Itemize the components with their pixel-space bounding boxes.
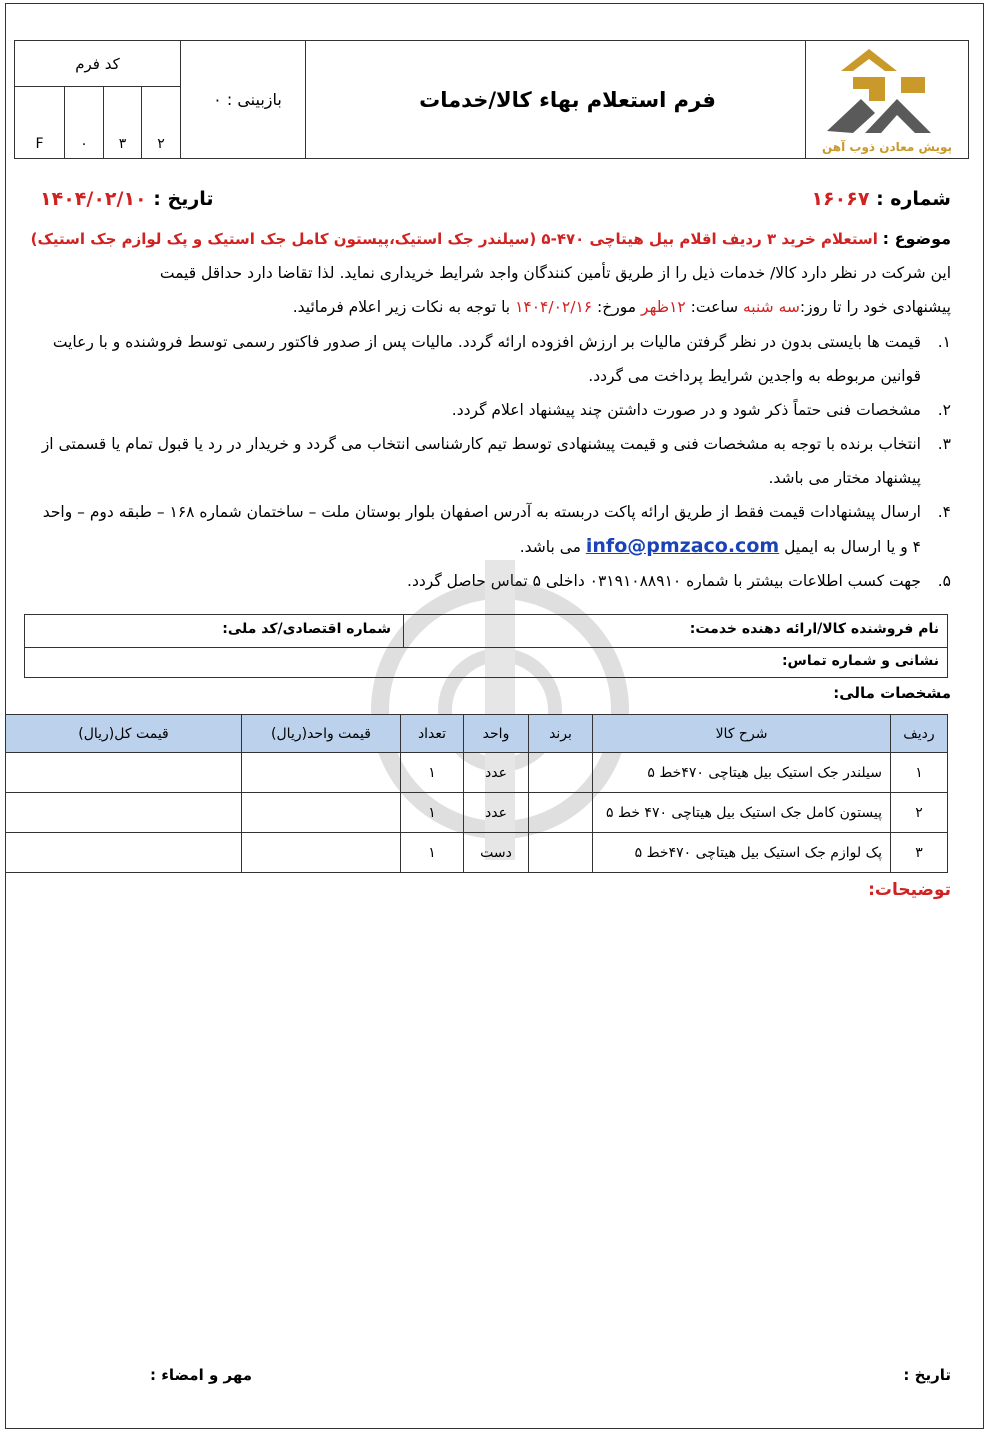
- col-header: ردیف: [891, 715, 948, 753]
- cell-unit: عدد: [464, 793, 529, 833]
- number-value: ۱۶۰۶۷: [811, 188, 870, 210]
- condition-number: ۴.: [937, 503, 951, 521]
- cell-total-price[interactable]: [6, 793, 242, 833]
- revision-label: بازبینی : ۰: [213, 90, 282, 109]
- date-value: ۱۴۰۴/۰۲/۱۰: [40, 188, 147, 210]
- col-header: برند: [529, 715, 593, 753]
- condition-number: ۵.: [937, 572, 951, 590]
- number-label: شماره :: [876, 188, 951, 210]
- deadline-date: ۱۴۰۴/۰۲/۱۶: [515, 298, 593, 316]
- subject-label: موضوع :: [882, 229, 951, 248]
- seller-divider: [403, 615, 404, 647]
- letter-date: [40, 188, 214, 210]
- cell-description: پک لوازم جک استیک بیل هیتاچی ۴۷۰خط ۵: [593, 833, 891, 873]
- cell-brand[interactable]: [529, 753, 593, 793]
- cell-unit-price[interactable]: [242, 833, 401, 873]
- seller-info-box: [24, 614, 948, 678]
- condition-number: ۱.: [937, 333, 951, 351]
- col-header: قیمت واحد(ریال): [242, 715, 401, 753]
- cell-description: سیلندر جک استیک بیل هیتاچی ۴۷۰خط ۵: [593, 753, 891, 793]
- subject-text: استعلام خرید ۳ ردیف اقلام بیل هیتاچی ۴۷۰-۵ (سیلندر جک استیک،پیستون کامل جک استیک و پک لوازم جک استیک): [30, 230, 878, 248]
- letter-number: [811, 188, 951, 210]
- condition-item: [31, 325, 951, 393]
- condition-text: قیمت ها بایستی بدون در نظر گرفتن مالیات بر ارزش افزوده ارائه گردد. مالیات پس از صدور فاکتور رسمی توسط فروشنده و با رعایت قوانین مربوطه به واجدین شرایط پرداخت می گردد.: [52, 333, 921, 385]
- form-code-digit: F: [35, 136, 44, 152]
- items-table: [5, 714, 948, 873]
- condition-item: [31, 427, 951, 495]
- logo-text: پویش معادن ذوب آهن: [821, 140, 953, 154]
- deadline-day: سه شنبه: [743, 298, 800, 316]
- intro-deadline-suffix: با توجه به نکات زیر اعلام فرمائید.: [292, 298, 511, 316]
- cell-unit-price[interactable]: [242, 793, 401, 833]
- form-code-box: [15, 41, 180, 158]
- page-title: فرم استعلام بهاء کالا/خدمات: [419, 87, 716, 112]
- email-link[interactable]: info@pmzaco.com: [585, 535, 780, 557]
- seller-name-label: نام فروشنده کالا/ارائه دهنده خدمت:: [689, 621, 939, 637]
- table-row: [6, 833, 948, 873]
- condition-text: مشخصات فنی حتماً ذکر شود و در صورت داشتن چند پیشنهاد اعلام گردد.: [451, 401, 921, 419]
- col-header: واحد: [464, 715, 529, 753]
- condition-number: ۲.: [937, 401, 951, 419]
- table-row: [6, 793, 948, 833]
- deadline-time-label: ساعت:: [690, 298, 739, 316]
- col-header: قیمت کل(ریال): [6, 715, 242, 753]
- explanations-label: توضیحات:: [868, 880, 951, 900]
- condition-text: انتخاب برنده با توجه به مشخصات فنی و قیمت پیشنهادی توسط تیم کارشناسی انتخاب می گردد و خریدار در رد یا قبول تمام یا قسمتی از پیشنهاد مختار می باشد.: [41, 435, 921, 487]
- cell-unit-price[interactable]: [242, 753, 401, 793]
- cell-brand[interactable]: [529, 793, 593, 833]
- intro-line-1: این شرکت در نظر دارد کالا/ خدمات ذیل را از طریق تأمین کنندگان واجد شرایط خریداری نماید. لذا تقاضا دارد حداقل قیمت: [159, 264, 951, 282]
- form-code-digit: ۰: [64, 86, 103, 158]
- condition-text-tail: می باشد.: [519, 538, 581, 556]
- intro-line-2: [36, 290, 951, 324]
- form-code-label: کد فرم: [15, 41, 180, 87]
- header-divider: [305, 41, 306, 158]
- form-code-digit: ۳: [103, 86, 141, 158]
- condition-text: ارسال پیشنهادات قیمت فقط از طریق ارائه پاکت دربسته به آدرس اصفهان بلوار بوستان ملت – ساختمان شماره ۱۶۸ – طبقه دوم – واحد ۴ و یا ارسال به ایمیل: [42, 503, 921, 556]
- deadline-time: ۱۲ظهر: [641, 298, 686, 316]
- condition-text: جهت کسب اطلاعات بیشتر با شماره ۰۳۱۹۱۰۸۸۹۱۰ داخلی ۵ تماس حاصل گردد.: [407, 572, 921, 590]
- address-label: نشانی و شماره تماس:: [781, 653, 939, 669]
- col-header: تعداد: [401, 715, 464, 753]
- condition-item: [31, 393, 951, 427]
- form-code-digit: ۲: [141, 86, 180, 158]
- cell-row-number: ۳: [891, 833, 948, 873]
- cell-unit: عدد: [464, 753, 529, 793]
- cell-brand[interactable]: [529, 833, 593, 873]
- col-header: شرح کالا: [593, 715, 891, 753]
- cell-row-number: ۱: [891, 753, 948, 793]
- company-logo: [805, 41, 968, 158]
- intro-paragraph: [36, 256, 951, 324]
- signature-label: مهر و امضاء :: [150, 1366, 253, 1384]
- footer-date-label: تاریخ :: [903, 1366, 951, 1384]
- condition-number: ۳.: [937, 435, 951, 453]
- logo-mark-icon: [805, 41, 968, 158]
- intro-deadline-prefix: پیشنهادی خود را تا روز:: [799, 298, 951, 316]
- cell-total-price[interactable]: [6, 753, 242, 793]
- date-label: تاریخ :: [153, 188, 214, 210]
- cell-total-price[interactable]: [6, 833, 242, 873]
- form-header: [14, 40, 969, 159]
- cell-row-number: ۲: [891, 793, 948, 833]
- economic-code-label: شماره اقتصادی/کد ملی:: [222, 621, 391, 637]
- cell-quantity: ۱: [401, 833, 464, 873]
- financial-specs-label: مشخصات مالی:: [833, 684, 951, 702]
- deadline-date-label: مورخ:: [597, 298, 637, 316]
- cell-unit: دست: [464, 833, 529, 873]
- table-row: [6, 753, 948, 793]
- table-header-row: [6, 715, 948, 753]
- cell-quantity: ۱: [401, 753, 464, 793]
- subject-line: [31, 229, 951, 248]
- cell-quantity: ۱: [401, 793, 464, 833]
- cell-description: پیستون کامل جک استیک بیل هیتاچی ۴۷۰ خط ۵: [593, 793, 891, 833]
